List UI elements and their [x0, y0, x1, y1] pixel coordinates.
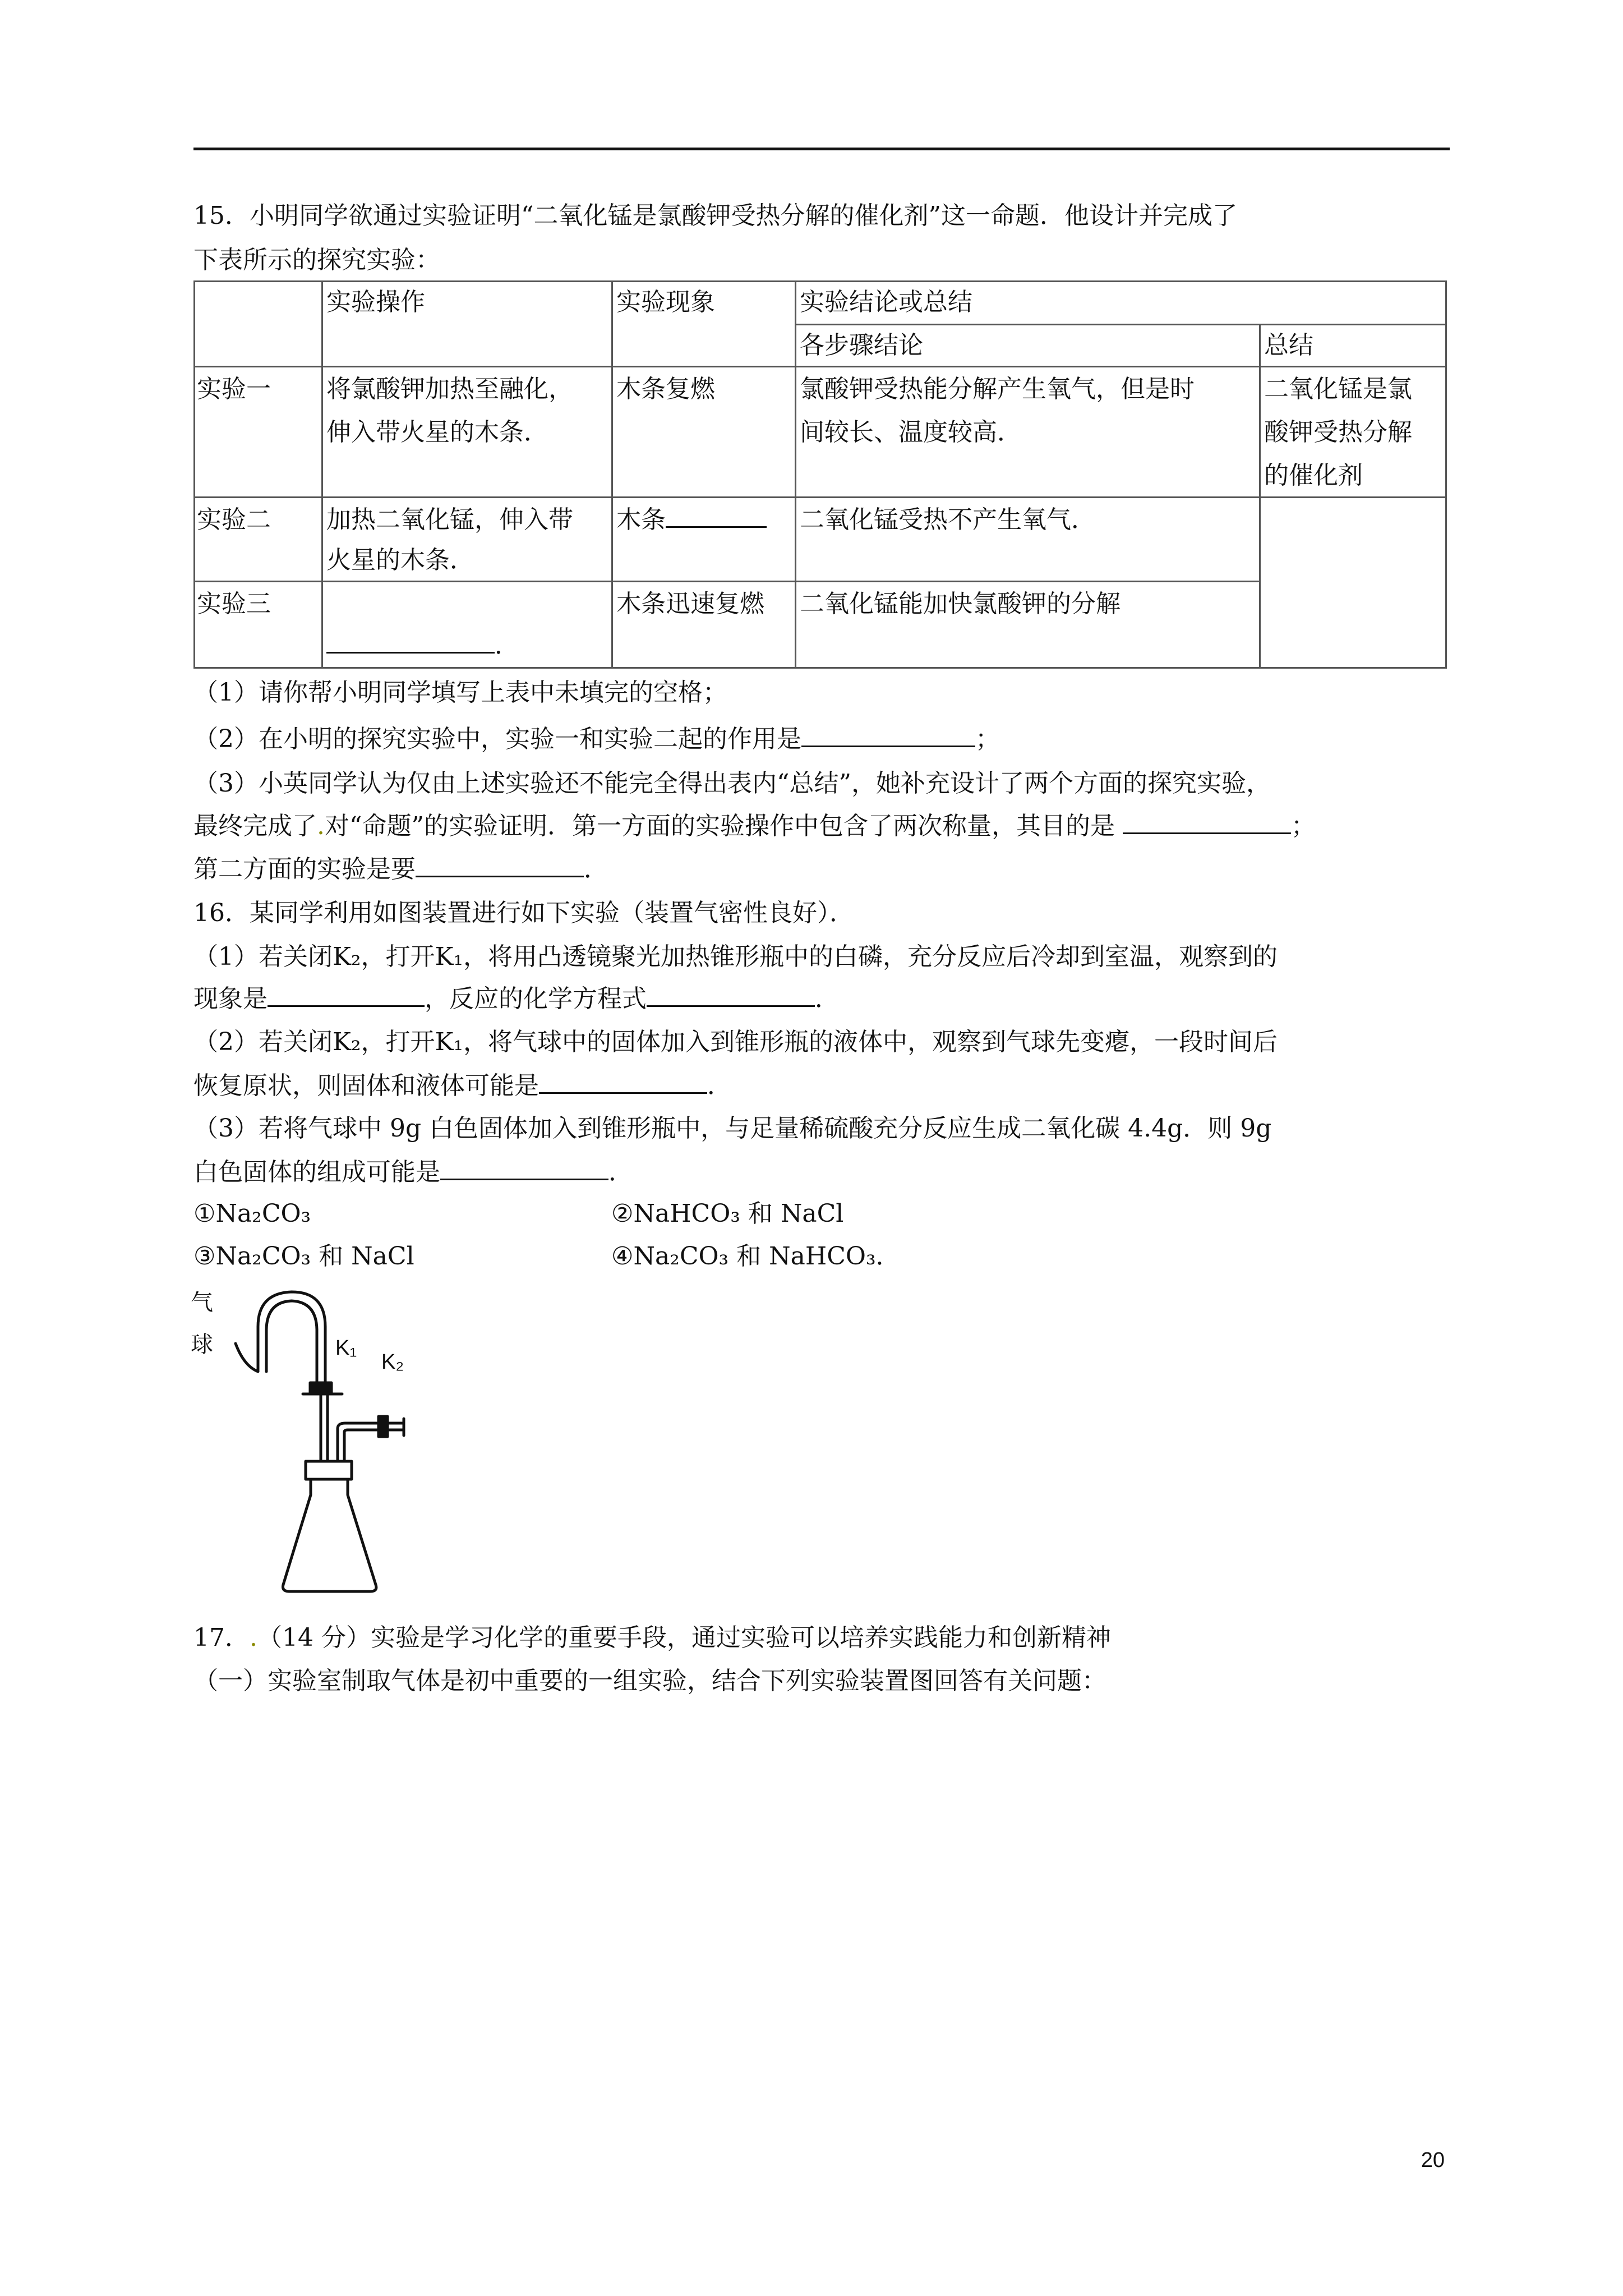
th-step-conclusion: 各步骤结论	[800, 331, 923, 360]
r1-operation-1: 将氯酸钾加热至融化，	[326, 375, 573, 403]
q16-part2-line2: 恢复原状，则固体和液体可能是 ．	[193, 1064, 1450, 1108]
q16-stem: 16．某同学利用如图装置进行如下实验（装置气密性良好）．	[193, 899, 854, 927]
k1-label: K₁	[335, 1336, 357, 1360]
th-conclusion: 实验结论或总结	[800, 288, 972, 316]
q15-stem-line1: 15．小明同学欲通过实验证明“二氧化锰是氯酸钾受热分解的催化剂”这一命题．他设计并完成了	[193, 201, 1237, 230]
apparatus-figure	[191, 1282, 437, 1596]
r3-phenomenon: 木条迅速复燃	[616, 590, 764, 618]
q16-part1-line2: 现象是 ，反应的化学方程式 ．	[193, 977, 1450, 1021]
k1-clamp	[310, 1383, 331, 1393]
th-phenomenon: 实验现象	[616, 288, 715, 316]
q17-line1: 17．.（14 分）实验是学习化学的重要手段，通过实验可以培养实践能力和创新精神	[193, 1623, 1111, 1652]
option-2: ②NaHCO₃ 和 NaCl	[611, 1199, 844, 1228]
conical-flask	[283, 1479, 376, 1591]
k2-label: K₂	[381, 1350, 404, 1374]
th-operation: 实验操作	[326, 288, 425, 316]
r1-name: 实验一	[197, 375, 271, 403]
q16-options-row2	[193, 1234, 1450, 1278]
th-summary: 总结	[1264, 331, 1313, 360]
summary-2: 酸钾受热分解	[1264, 418, 1412, 447]
q15-part3-line3: 第二方面的实验是要 ．	[193, 847, 1450, 891]
r2-conclusion: 二氧化锰受热不产生氧气．	[800, 505, 1096, 534]
q16-part3-line2: 白色固体的组成可能是 ．	[193, 1150, 1450, 1194]
r3-operation: ．	[323, 624, 519, 667]
q15-part3-blank2	[416, 849, 584, 877]
q15-part3-line2: 最终完成了.对“命题”的实验证明．第一方面的实验操作中包含了两次称量，其目的是 ；	[193, 804, 1450, 848]
r2-operation-1: 加热二氧化锰，伸入带	[326, 505, 573, 534]
experiment-table	[193, 280, 1447, 669]
r1-conclusion-2: 间较长、温度较高．	[800, 418, 1022, 447]
balloon	[258, 1292, 325, 1383]
q16-part2-line1: （2）若关闭K₂，打开K₁，将气球中的固体加入到锥形瓶的液体中，观察到气球先变瘪，一段时间后	[193, 1028, 1278, 1056]
r1-phenomenon: 木条复燃	[616, 375, 715, 403]
header-rule	[193, 148, 1450, 150]
r1-operation-2: 伸入带火星的木条．	[326, 418, 548, 447]
r2-phenomenon-blank	[666, 499, 767, 528]
r3-name: 实验三	[197, 590, 271, 618]
r2-name: 实验二	[197, 505, 271, 534]
q16-part3-blank	[440, 1152, 608, 1180]
q15-stem-line2: 下表所示的探究实验：	[193, 246, 440, 274]
q16-part1-blank1	[268, 978, 425, 1007]
q16-part1-blank2	[647, 978, 815, 1007]
balloon-inner	[266, 1301, 317, 1383]
k2-clamp	[379, 1416, 388, 1437]
q15-part3-blank1	[1123, 806, 1291, 834]
summary-1: 二氧化锰是氯	[1264, 375, 1412, 403]
r2-operation-2: 火星的木条．	[326, 546, 474, 574]
q16-part1-line1: （1）若关闭K₂，打开K₁，将用凸透镜聚光加热锥形瓶中的白磷，充分反应后冷却到室温，观察到的	[193, 942, 1278, 971]
r3-conclusion: 二氧化锰能加快氯酸钾的分解	[800, 590, 1121, 618]
q15-part2-blank	[801, 719, 975, 747]
option-4: ④Na₂CO₃ 和 NaHCO₃．	[611, 1242, 901, 1271]
r2-phenomenon: 木条	[613, 498, 767, 541]
option-1: ①Na₂CO₃	[193, 1199, 311, 1228]
stopper	[306, 1461, 352, 1479]
q16-part3-line1: （3）若将气球中 9g 白色固体加入到锥形瓶中，与足量稀硫酸充分反应生成二氧化碳 4.4g．则 9g	[193, 1114, 1272, 1143]
r1-conclusion-1: 氯酸钾受热能分解产生氧气，但是时	[800, 375, 1195, 403]
q15-part3-line1: （3）小英同学认为仅由上述实验还不能完全得出表内“总结”，她补充设计了两个方面的探究实验，	[193, 769, 1271, 798]
q15-part2: （2）在小明的探究实验中，实验一和实验二起的作用是 ；	[193, 717, 1450, 761]
balloon-label-2: 球	[191, 1332, 213, 1358]
r3-operation-blank	[326, 625, 495, 654]
page-number: 20	[1421, 2148, 1445, 2172]
q16-part2-blank	[539, 1065, 707, 1094]
q15-part1: （1）请你帮小明同学填写上表中未填完的空格；	[193, 678, 727, 707]
balloon-label-1: 气	[191, 1290, 213, 1315]
q16-options-row1	[193, 1191, 1450, 1236]
option-3: ③Na₂CO₃ 和 NaCl	[193, 1242, 414, 1271]
q17-line2: （一）实验室制取气体是初中重要的一组实验，结合下列实验装置图回答有关问题：	[193, 1667, 1106, 1695]
summary-3: 的催化剂	[1264, 461, 1363, 490]
